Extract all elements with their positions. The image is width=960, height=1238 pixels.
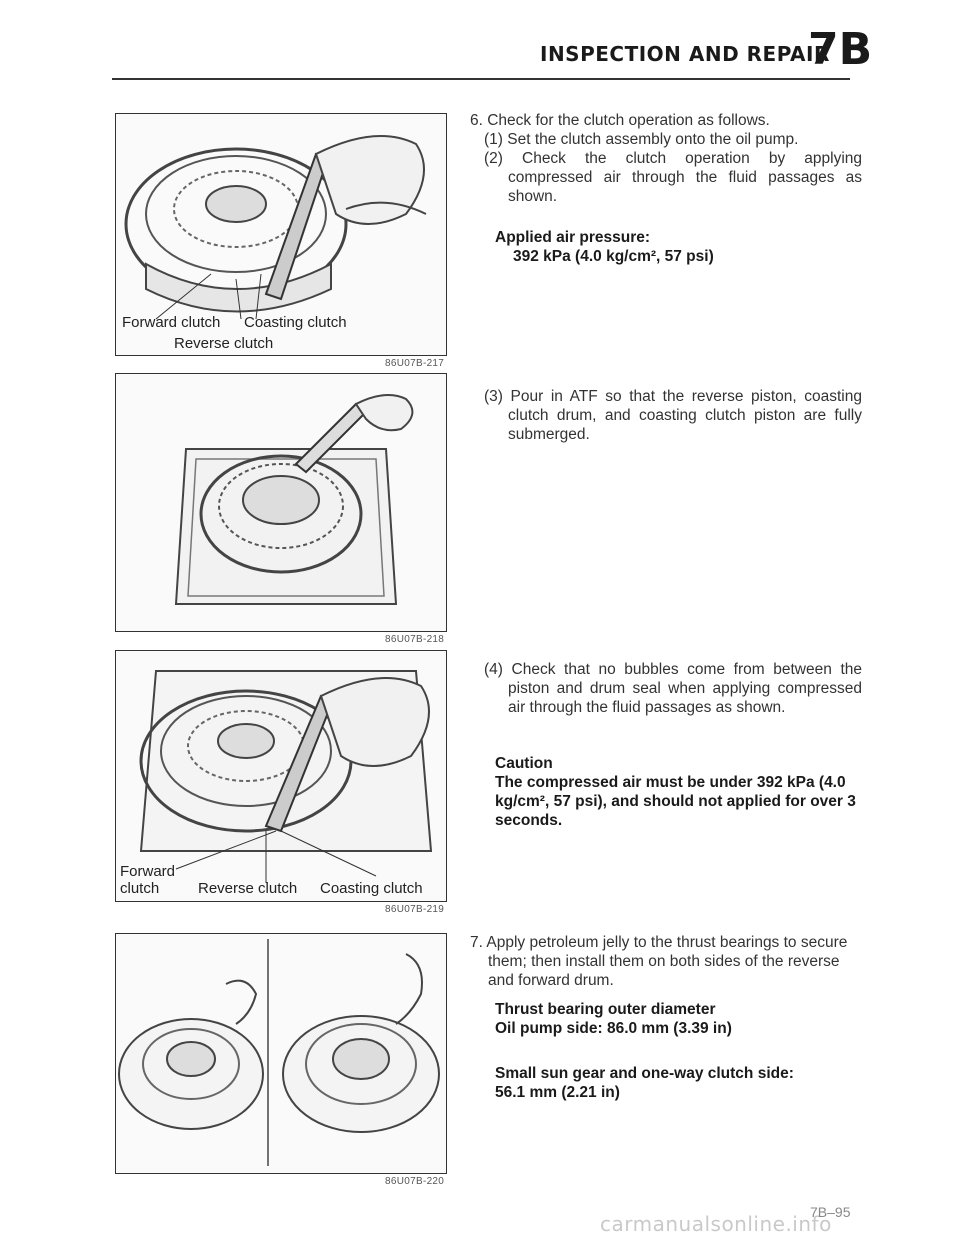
label-forward-clutch: Forward clutch	[122, 314, 221, 331]
step-7-intro: 7. Apply petroleum jelly to the thrust bearings to secure them; then install them on both sides of the reverse and forward drum.	[470, 934, 848, 989]
figure-bubble-check	[115, 650, 447, 902]
figure-thrust-bearings	[115, 933, 447, 1174]
label-forward: Forward	[120, 863, 176, 880]
page-number: 7B–95	[810, 1204, 851, 1220]
spec-thrust-title: Thrust bearing outer diameter	[495, 1001, 716, 1018]
figure-code-217: 86U07B-217	[385, 358, 445, 369]
thrust-bearings-illustration	[116, 934, 446, 1173]
step-6-sub-3: (3) Pour in ATF so that the reverse piston, coasting clutch drum, and coasting clutch piston are fully submerged.	[484, 388, 862, 443]
spec-sun-gear-value: 56.1 mm (2.21 in)	[495, 1084, 620, 1101]
figure-code-220: 86U07B-220	[385, 1176, 445, 1187]
spec-air-pressure-value: 392 kPa (4.0 kg/cm², 57 psi)	[513, 248, 714, 265]
figure-atf-pour	[115, 373, 447, 632]
label-coasting-clutch-2: Coasting clutch	[320, 880, 423, 897]
spec-air-pressure-label: Applied air pressure:	[495, 229, 651, 246]
step-6-sub-4-block	[484, 660, 862, 717]
caution-label: Caution	[495, 755, 553, 772]
label-reverse-clutch-2: Reverse clutch	[198, 880, 298, 897]
spec-sun-gear-block	[495, 1064, 865, 1102]
label-coasting-clutch: Coasting clutch	[244, 314, 347, 331]
step-6-sub-1: (1) Set the clutch assembly onto the oil pump.	[484, 131, 799, 148]
caution-text: The compressed air must be under 392 kPa (4.0 kg/cm², 57 psi), and should not applied for over 3 seconds.	[495, 774, 856, 829]
section-code: 7B	[808, 24, 873, 75]
atf-pour-illustration	[116, 374, 446, 631]
spec-thrust-bearing	[495, 1000, 865, 1038]
step-6-sub-2: (2) Check the clutch operation by applying compressed air through the fluid passages as shown.	[484, 150, 862, 205]
figure-code-218: 86U07B-218	[385, 634, 445, 645]
step-6-intro: 6. Check for the clutch operation as follows.	[470, 112, 770, 129]
label-reverse-clutch: Reverse clutch	[174, 335, 274, 352]
label-forward-clutch-2: clutch	[120, 880, 160, 897]
step-6-sub-4: (4) Check that no bubbles come from between the piston and drum seal when applying compressed air through the fluid passages as shown.	[484, 661, 862, 716]
spec-oil-pump-side: Oil pump side: 86.0 mm (3.39 in)	[495, 1020, 732, 1037]
figure-clutch-air-check	[115, 113, 447, 356]
step-7-block	[470, 933, 862, 990]
step-6-sub-3-block	[484, 387, 862, 444]
header-rule	[112, 78, 850, 80]
watermark: carmanualsonline.info	[600, 1212, 832, 1236]
page-header-title: INSPECTION AND REPAIR	[540, 42, 830, 66]
caution-block	[495, 754, 865, 830]
figure-code-219: 86U07B-219	[385, 904, 445, 915]
spec-applied-air-pressure	[495, 228, 855, 266]
spec-sun-gear-label: Small sun gear and one-way clutch side:	[495, 1065, 794, 1082]
step-6-block	[470, 111, 862, 206]
